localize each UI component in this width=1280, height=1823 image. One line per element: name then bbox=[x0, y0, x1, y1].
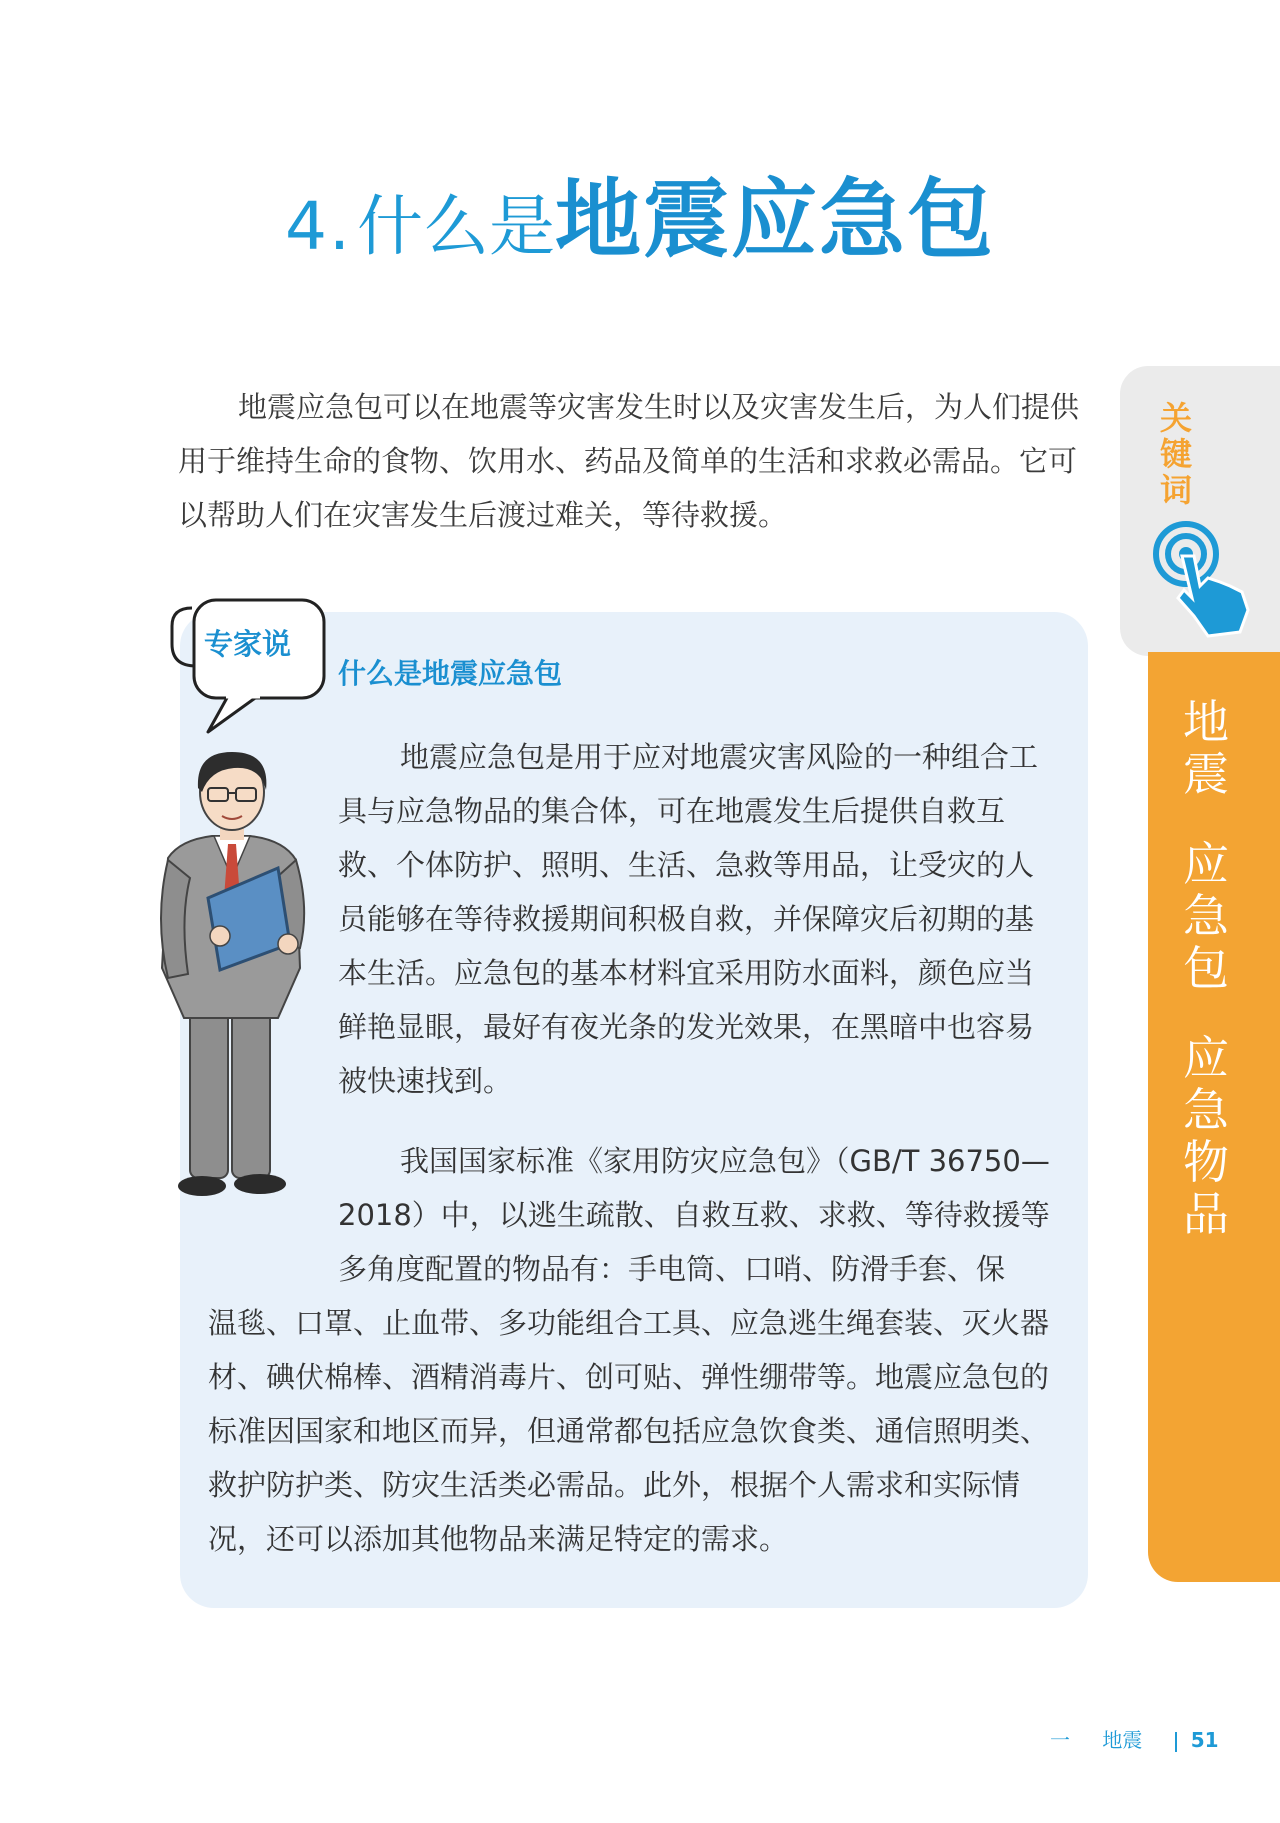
speech-bubble-icon bbox=[168, 596, 328, 738]
footer-divider bbox=[1175, 1732, 1177, 1752]
keyword-kit: 应急包 bbox=[1183, 837, 1229, 995]
title-prefix: 什么是 bbox=[357, 188, 556, 265]
expert-paragraph-1: 地震应急包是用于应对地震灾害风险的一种组合工具与应急物品的集合体，可在地震发生后提供自救互救、个体防护、照明、生活、急救等用品，让受灾的人员能够在等待救援期间积极自救，并保障灾后初期的基本生活。应急包的基本材料宜采用防水面料，颜色应当鲜艳显眼，最好有夜光条的发光效果，在黑暗中也容易被快速找到。 bbox=[338, 740, 1039, 1098]
footer-section: 地震 bbox=[1102, 1728, 1143, 1752]
page-footer bbox=[1050, 1724, 1219, 1753]
tap-hand-icon bbox=[1148, 520, 1258, 640]
keyword-supplies: 应急物品 bbox=[1183, 1031, 1229, 1241]
page-title bbox=[0, 150, 1280, 274]
expert-says-label: 专家说 bbox=[204, 627, 292, 661]
intro-paragraph: 地震应急包可以在地震等灾害发生时以及灾害发生后，为人们提供用于维持生命的食物、饮用水、药品及简单的生活和求救必需品。它可以帮助人们在灾害发生后渡过难关，等待救援。 bbox=[178, 390, 1080, 532]
expert-paragraph-2-start: 我国国家标准《家用防灾应急包》（GB/T 36750—2018）中，以逃生疏散、自救互救、求救、等待救援等多角度配置的物品有：手电筒、口哨、防滑手套、保 bbox=[338, 1144, 1050, 1286]
expert-heading: 什么是地震应急包 bbox=[338, 657, 563, 690]
page-number: 51 bbox=[1190, 1728, 1219, 1752]
title-number: 4. bbox=[284, 188, 352, 265]
title-bold: 地震应急包 bbox=[555, 170, 996, 270]
keyword-list bbox=[1148, 652, 1280, 1582]
keyword-earthquake: 地震 bbox=[1183, 695, 1229, 801]
expert-character-illustration bbox=[150, 748, 320, 1208]
footer-dash: 一 bbox=[1050, 1728, 1070, 1752]
keyword-label: 关 键 词 bbox=[1159, 399, 1192, 509]
expert-paragraph-2-cont: 温毯、口罩、止血带、多功能组合工具、应急逃生绳套装、灭火器材、碘伏棉棒、酒精消毒片、创可贴、弹性绷带等。地震应急包的标准因国家和地区而异，但通常都包括应急饮食类、通信照明类、救护防护类、防灾生活类必需品。此外，根据个人需求和实际情况，还可以添加其他物品来满足特定的需求。 bbox=[208, 1306, 1050, 1556]
